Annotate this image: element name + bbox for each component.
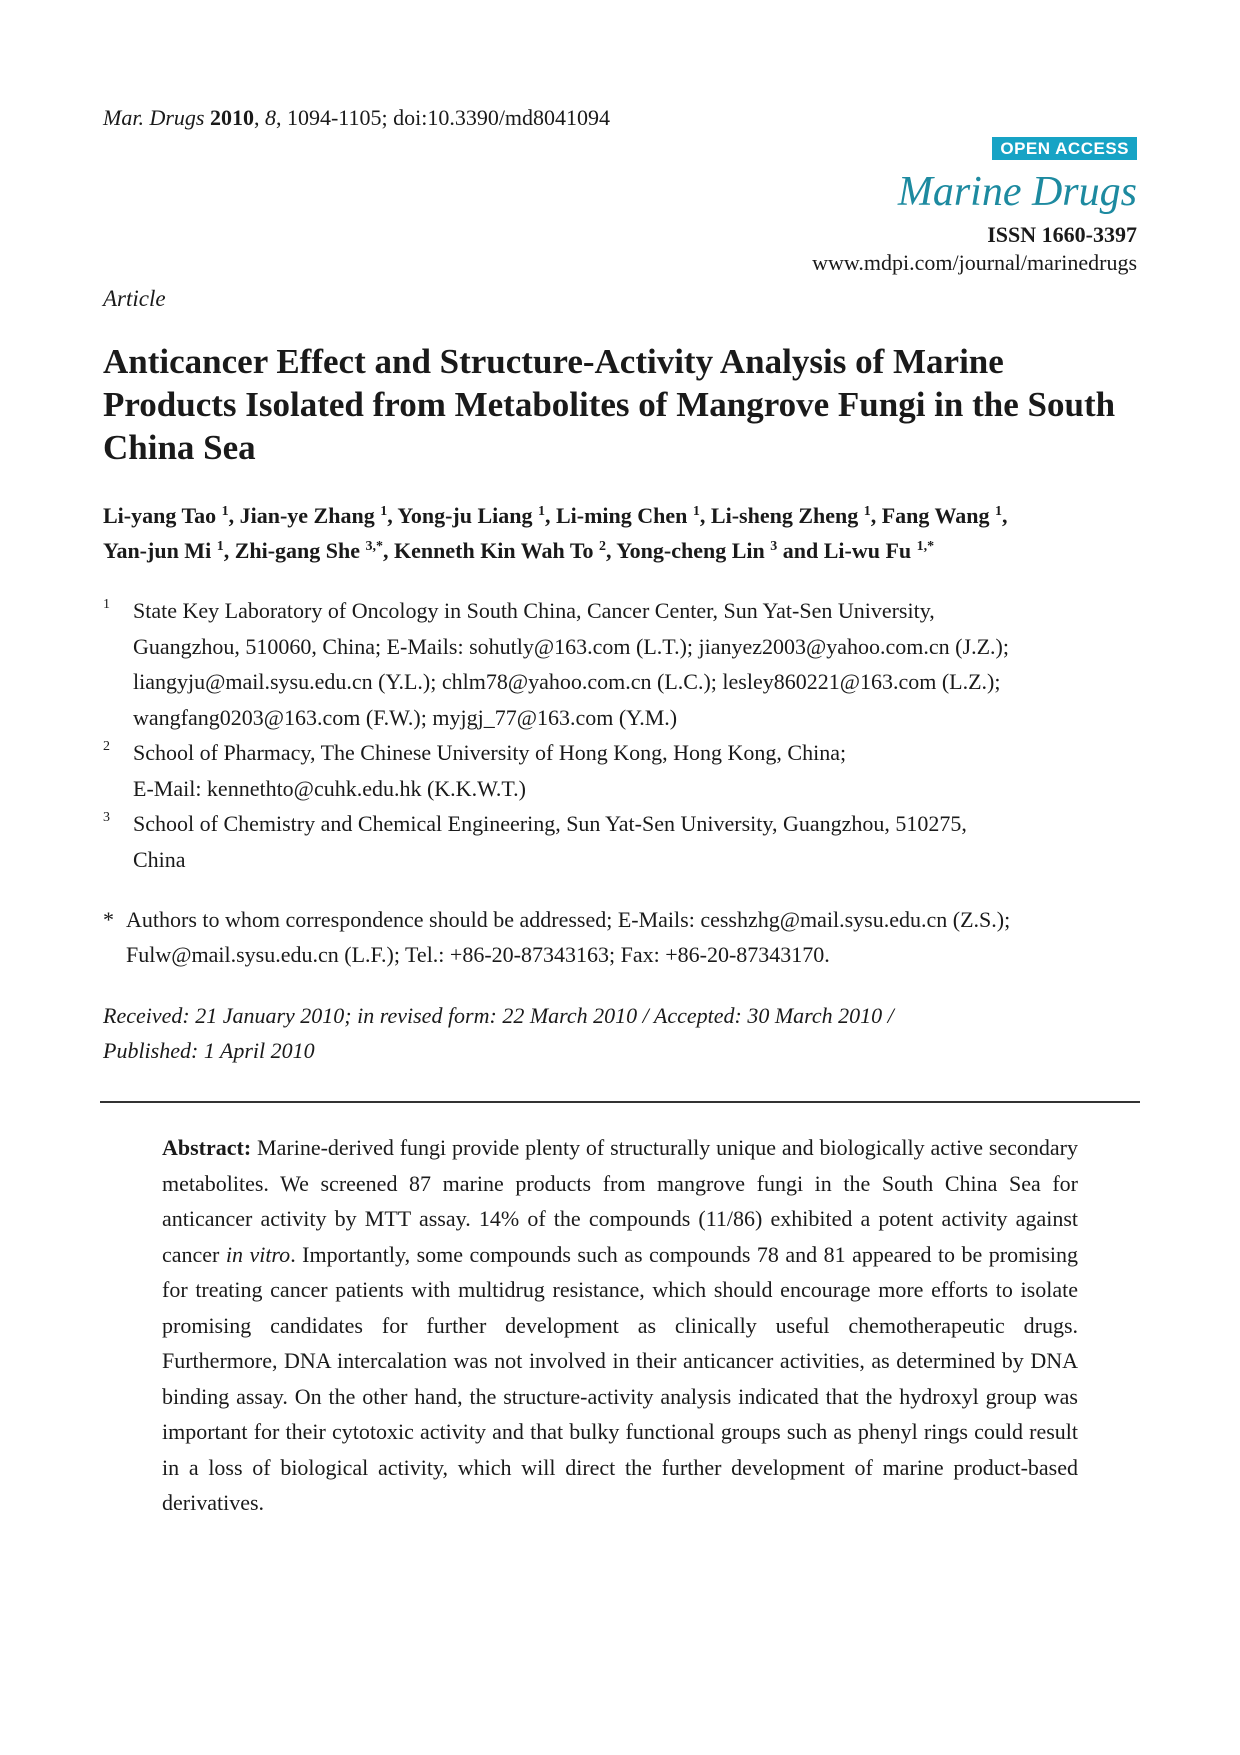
author-name: and Li-wu Fu <box>782 538 912 563</box>
author-name: Li-sheng Zheng <box>710 503 859 528</box>
abstract-label: Abstract: <box>162 1135 252 1160</box>
correspondence-note <box>103 902 1143 972</box>
affiliation-number: 1 <box>103 597 110 612</box>
author-affiliation-sup: 1 <box>380 504 388 519</box>
author-affiliation-sup: 1 <box>995 504 1003 519</box>
citation-line: Mar. Drugs 2010, 8, 1094-1105; doi:10.3390/md8041094 <box>103 105 611 130</box>
affiliation-item <box>103 593 1143 735</box>
article-title: Anticancer Effect and Structure-Activity Analysis of Marine Products Isolated from Metabolites of Mangrove Fungi in the South China Sea <box>103 342 1116 467</box>
affiliation-item <box>103 806 1143 877</box>
journal-url[interactable]: www.mdpi.com/journal/marinedrugs <box>812 250 1137 275</box>
affiliation-line: School of Pharmacy, The Chinese University of Hong Kong, Hong Kong, China; <box>133 740 847 765</box>
dates-line: Published: 1 April 2010 <box>103 1038 315 1063</box>
journal-abbrev: Mar. Drugs <box>103 105 205 130</box>
affiliation-item <box>103 735 1143 806</box>
author-name: Kenneth Kin Wah To <box>394 538 594 563</box>
author-list: Li-yang Tao $^1$, Jian-ye Zhang $^1$, Yong-ju Liang $^1$, Li-ming Chen $^1$, Li-sheng Zheng $^1$, Fang Wang $^1$, Yan-jun Mi $^1$, Zhi-gang She $^{3,*}$, Kenneth Kin Wah To $^2$, Yong-cheng Lin $^3$ and Li-wu Fu $^{1,*}$ <box>103 503 1008 563</box>
author-affiliation-sup: 3,* <box>365 539 384 554</box>
affiliation-line: E-Mail: kennethto@cuhk.edu.hk (K.K.W.T.) <box>133 775 526 801</box>
citation-volume: 8 <box>264 105 276 130</box>
author-name: Fang Wang <box>881 503 990 528</box>
dates-line: Received: 21 January 2010; in revised form: 22 March 2010 / Accepted: 30 March 2010 / <box>103 1003 894 1028</box>
affiliation-line: State Key Laboratory of Oncology in South China, Cancer Center, Sun Yat-Sen University, <box>133 598 935 623</box>
affiliation-number: 2 <box>103 739 110 754</box>
author-affiliation-sup: 2 <box>599 539 607 554</box>
author-affiliation-sup: 1 <box>863 504 871 519</box>
affiliation-list <box>103 593 1143 877</box>
author-affiliation-sup: 3 <box>770 539 778 554</box>
affiliation-line: China <box>133 846 186 872</box>
author-affiliation-sup: 1 <box>537 504 545 519</box>
abstract-italic-term: in vitro <box>225 1241 291 1267</box>
author-name: Zhi-gang She <box>234 538 361 563</box>
affiliation-line: wangfang0203@163.com (F.W.); myjgj_77@163.com (Y.M.) <box>133 704 678 730</box>
affiliation-line: School of Chemistry and Chemical Engineering, Sun Yat-Sen University, Guangzhou, 510275, <box>133 811 967 836</box>
author-name: Yong-cheng Lin <box>616 538 765 563</box>
affiliation-number: 3 <box>103 810 110 825</box>
author-name: Li-ming Chen <box>555 503 688 528</box>
author-affiliation-sup: 1 <box>221 504 229 519</box>
abstract-text-continued: . Importantly, some compounds such as compounds 78 and 81 appeared to be promising for treating cancer patients with multidrug resistance, which should encourage more efforts to isolate promising candidates for further development as clinically useful chemotherapeutic drugs. Furthermore, DNA intercalation was not involved in their anticancer activities, as determined by DNA binding assay. On the other hand, the structure-activity analysis indicated that the hydroxyl group was important for their cytotoxic activity and that bulky functional groups such as phenyl rings could result in a loss of biological activity, which will direct the further development of marine product-based derivatives. <box>162 1241 1078 1515</box>
author-affiliation-sup: 1 <box>216 539 224 554</box>
journal-name: Marine Drugs <box>897 169 1137 215</box>
abstract-text: Marine-derived fungi provide plenty of structurally unique and biologically active secondary metabolites. We screened 87 marine products from mangrove fungi in the South China Sea for anticancer activity by MTT assay. 14% of the compounds (11/86) exhibited a potent activity against cancer <box>162 1135 1078 1267</box>
affiliation-line: Guangzhou, 510060, China; E-Mails: sohutly@163.com (L.T.); jianyez2003@yahoo.com.cn (J.Z.); <box>133 633 1009 659</box>
author-affiliation-sup: 1,* <box>916 539 935 554</box>
section-divider <box>100 1101 1140 1103</box>
affiliation-line: liangyju@mail.sysu.edu.cn (Y.L.); chlm78@yahoo.com.cn (L.C.); lesley860221@163.com (L.Z.); <box>133 669 1001 694</box>
publication-dates <box>103 998 1143 1068</box>
author-affiliation-sup: 1 <box>692 504 700 519</box>
author-name: Li-yang Tao <box>103 503 217 528</box>
article-type: Article <box>103 286 166 311</box>
citation-pages-doi: , 1094-1105; doi:10.3390/md8041094 <box>275 105 611 130</box>
open-access-badge: OPEN ACCESS <box>992 137 1137 160</box>
author-name: Yong-ju Liang <box>397 503 533 528</box>
citation-year: 2010 <box>209 105 254 130</box>
abstract <box>162 1130 1078 1521</box>
author-name: Jian-ye Zhang <box>239 503 375 528</box>
correspondence-star: * <box>103 907 114 932</box>
correspondence-line: Authors to whom correspondence should be addressed; E-Mails: cesshzhg@mail.sysu.edu.cn (Z.S.); <box>126 907 1011 932</box>
journal-issn: ISSN 1660-3397 <box>987 222 1137 247</box>
author-name: Yan-jun Mi <box>103 538 212 563</box>
correspondence-line: Fulw@mail.sysu.edu.cn (L.F.); Tel.: +86-20-87343163; Fax: +86-20-87343170. <box>126 942 830 967</box>
